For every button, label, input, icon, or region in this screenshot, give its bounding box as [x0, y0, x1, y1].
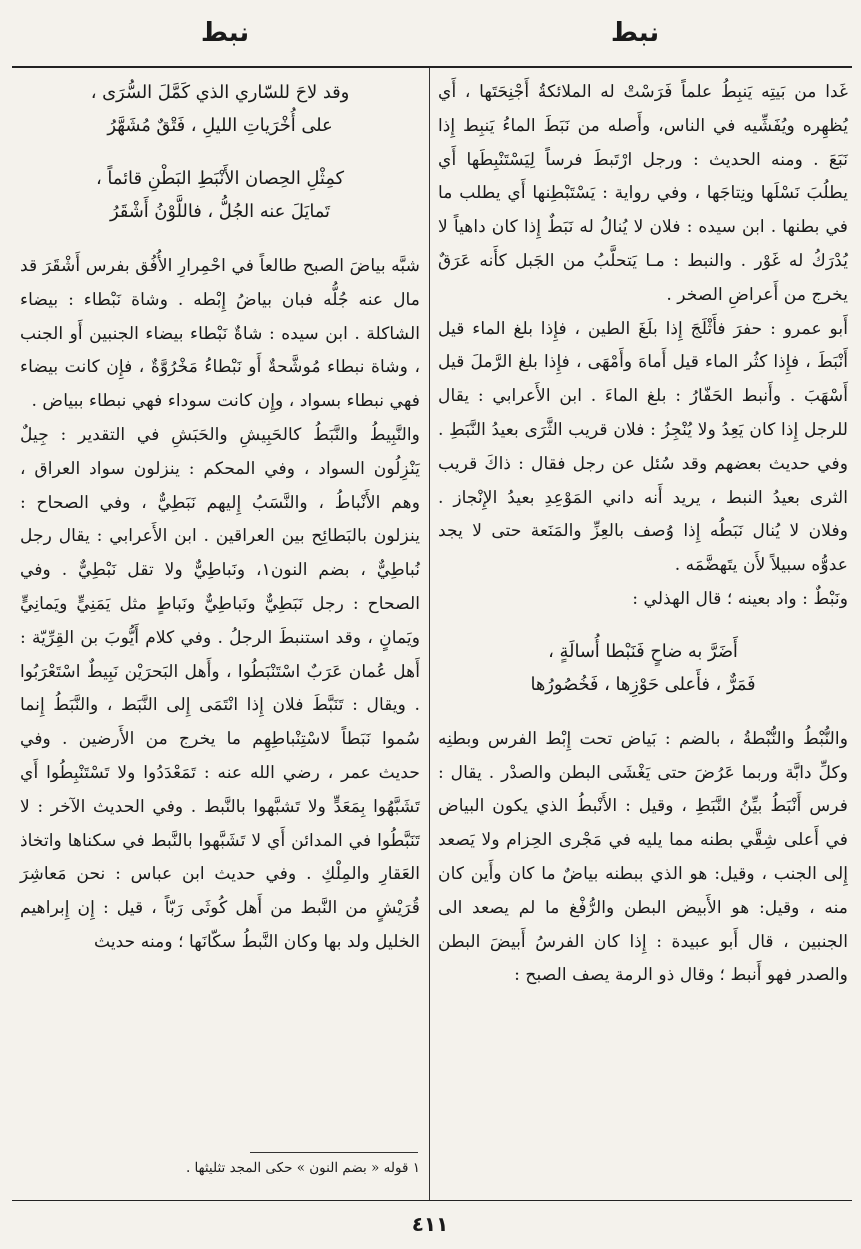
left-column: [20, 76, 420, 960]
verse-line: على أُخْرَياتِ الليلِ ، فَتْقٌ مُشَهَّرُ: [107, 115, 333, 136]
right-paragraph-3: ونَبْطٌ : واد بعينه ؛ قال الهذلي :: [632, 588, 848, 609]
verse-dhu-al-rumma-1: [20, 76, 420, 142]
right-paragraph-2: أَبو عمرو : حفرَ فأَثْلَجَ إِذا بلَغَ الطين ، فإِذا بلغ الماء قيل أَنْبَطَ ، فإِذا كثُر الماء قيل أَماهَ وأَمْهَى ، فإِذا بلغ الرَّملَ قيل أَسْهَبَ . وأَنبط الحَفّارُ : بلغ الماءَ . ابن الأَعرابي : يقال للرجل إِذا كان يَعِدُ ولا يُنْجِزُ : فلان قريب الثَّرَى بعيدُ النَّبَطِ . وفي حديث بعضهم وقد سُئل عن رجل فقال : ذاكَ قريب الثرى بعيدُ النبط ، يريد أَنه داني المَوْعِدِ بعيدُ الإِنْجاز . وفلان لا يُنال نَبَطُه إِذا وُصف بالعِزِّ والمَنَعة حتى لا يجد عدوُّه سبيلاً لأَن يتَهضَّمَه .: [438, 318, 848, 576]
verse-line: كمِثْلِ الحِصان الأَنْبَطِ البَطْنِ قائماً ،: [96, 168, 344, 189]
right-paragraph-4: والنُّبْطُ والنُّبْطةُ ، بالضم : بَياض تحت إِبْط الفرس وبطنِه وكلِّ دابَّة وربما عَرُضَ حتى يَغْشَى البطن والصدْر . يقال : فرس أَنْبَطُ بيِّنُ النَّبَطِ ، وقيل : الأَنْبطُ الذي يكون البياض في أَعلى شِقَّي بطنه مما يليه في مَجْرى الحِزام ولا يَصعد إِلى الجنب ، وقيل: هو الذي ببطنه بياضٌ ما كان وأَين كان منه ، وقيل: هو الأَبيض البطن والرُّفْغ ما لم يصعد الى الجنبين ، قال أَبو عبيدة : إِذا كان الفرسُ أَبيضَ البطن والصدر فهو أَنبط ؛ وقال ذو الرمة يصف الصبح :: [438, 728, 848, 986]
verse-line: فَمَرٌّ ، فأَعلى حَوْزِها ، فَخُصُورُها: [530, 673, 756, 695]
verse-line: تَمايَلَ عنه الجُلُّ ، فاللَّوْنُ أَشْقَرُ: [110, 201, 330, 222]
verse-line: أَضَرَّ به ضاحٍ فَنَبْطا أُسالَةٍ ،: [548, 640, 738, 662]
page-number: ٤١١: [411, 1212, 449, 1236]
right-column: [438, 76, 848, 993]
left-paragraph-1: شبَّه بياضَ الصبح طالعاً في احْمِرارِ الأُفُق بفرس أَشْقَرَ قد مال عنه جُلُّه فبان بياضُ إِبْطه . وشاة نَبْطاء : بيضاء الشاكلة . ابن سيده : شاةٌ نَبْطاء بيضاء الجنبين أَو الجنب ، وشاة نبطاء مُوشَّحةٌ أَو نَبْطاءُ مَخْرُوَّةٌ ، فإِن كانت بيضاء فهي نبطاء بسواد ، وإِن كانت سوداء فهي نبطاء ببياض .: [20, 256, 420, 412]
left-paragraph-2: والنَّبِيطُ والنَّبَطُ كالحَبِيشِ والحَبَشِ في التقدير : جِيلٌ يَنْزِلُون السواد ، وفي المحكم : ينزلون سواد العراق ، وهم الأَنْباطُ ، والنَّسَبُ إِليهم نَبَطِيٌّ ، وفي الصحاح : ينزلون بالبَطائِح بين العراقين . ابن الأَعرابي : يقال رجل نُباطِيٌّ ، بضم النون١، ونَباطِيٌّ ولا تقل نَبْطِيٌّ . وفي الصحاح : رجل نَبَطِيٌّ ونَباطِيٌّ ونَباطٍ مثل يَمَنِيٍّ ويَمانِيٍّ ويَمانٍ ، وقد استنبطَ الرجلُ . وفي كلام أَيُّوبَ بن القِرِّيّة : أَهل عُمان عَرَبٌ اسْتَنْبَطُوا ، وأَهل البَحرَيْن نَبِيطٌ اسْتَعْرَبُوا . ويقال : تَنَبَّطَ فلان إِذا انْتَمَى إِلى النَّبَط ، والنَّبَطُ إِنما سُموا نَبَطاً لاسْتِنْباطِهِم ما يخرج من الأَرضين . وفي حديث عمر ، رضي الله عنه : تَمَعْدَدُوا ولا تَسْتَنْبِطُوا أَي تَشَبَّهُوا بِمَعَدٍّ ولا تَشبَّهوا بالنَّبط . وفي الحديث الآخر : لا تَنَبَّطُوا في المدائن أَي لا تَشَبَّهوا بالنَّبط في سكناها واتخاذ العَقارِ والمِلْكِ . وفي حديث ابن عباس : نحن مَعاشِرَ قُرَيْشٍ من النَّبط من أَهل كُوثَى رَبّاً ، قيل : إِن إِبراهيم الخليل ولد بها وكان النَّبطُ سكّانَها ؛ ومنه حديث: [20, 424, 421, 952]
footnote: ١ قوله « بضم النون » حكى المجد تثليثها .: [185, 1160, 420, 1176]
top-rule: [12, 66, 852, 68]
verse-dhu-al-rumma-2: [20, 162, 420, 228]
header-word-left: نبط: [200, 18, 250, 48]
header-word-right: نبط: [610, 18, 660, 48]
footnote-rule: [250, 1152, 418, 1153]
bottom-rule: [12, 1200, 852, 1201]
verse-line: وقد لاحَ للسّاري الذي كَمَّلَ السُّرَى ،: [90, 82, 350, 103]
right-paragraph-1: غَدا من بَيتِه يَنبِطُ علماً فَرَسْتْ له الملائكةُ أَجْنِحَتَها ، أَي يُظهِره ويُفَشِّيه في الناس، وأَصله من نَبَطَ الماءُ يَنبِط إِذا نَبَعَ . ومنه الحديث : ورجل ارْتَبطَ فرساً لِيَسْتَنْبِطَها أَي يطلُبَ نَسْلَها ونِتاجَها ، وفي رواية : يَسْتَبْطِنها أَي يطلب ما في بطنها . ابن سيده : فلان لا يُنالُ له نَبَطٌ إِذا كان داهياً لا يُدْرَكُ له غَوْر . والنبط : مـا يَتحلَّبُ من الجَبل كأَنه عَرَقٌ يخرج من أَعراضِ الصخر .: [438, 82, 848, 305]
verse-hudhali: [438, 635, 848, 701]
column-separator: [429, 68, 430, 1200]
